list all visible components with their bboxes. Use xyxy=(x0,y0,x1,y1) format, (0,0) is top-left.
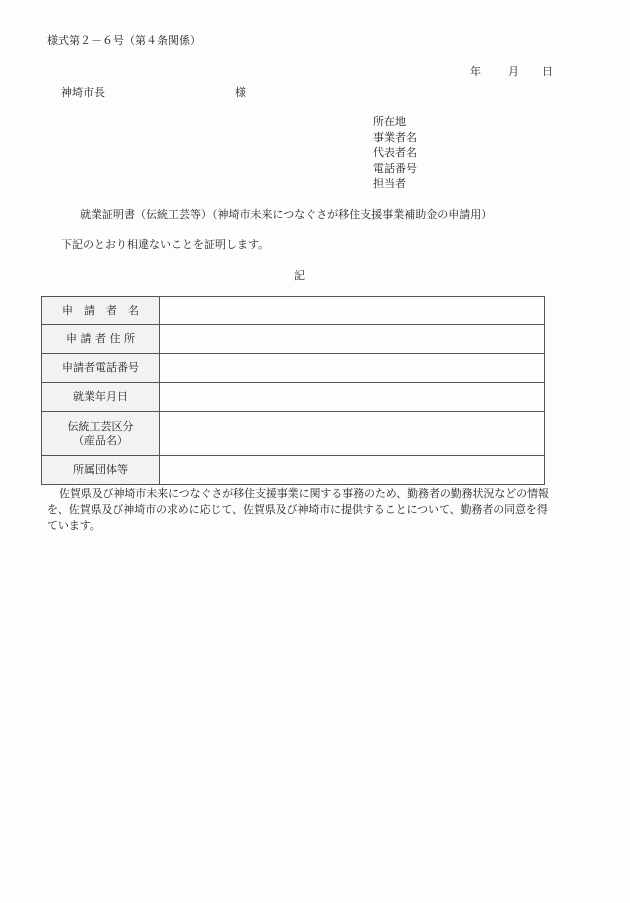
document-title: 就業証明書（伝統工芸等）（神埼市未来につなぐさが移住支援事業補助金の申請用） xyxy=(80,208,493,221)
applicant-phone-label: 申請者電話番号 xyxy=(42,354,160,383)
craft-category-field[interactable] xyxy=(160,412,545,456)
affiliation-label: 所属団体等 xyxy=(42,456,160,485)
date-day: 日 xyxy=(542,65,553,78)
employment-date-field[interactable] xyxy=(160,383,545,412)
date-month: 月 xyxy=(508,65,519,78)
sender-company-label: 事業者名 xyxy=(373,130,417,144)
table-row xyxy=(42,297,545,325)
applicant-address-label: 申 請 者 住 所 xyxy=(42,325,160,354)
craft-category-label-line1: 伝統工芸区分 xyxy=(67,419,134,433)
table-row xyxy=(42,456,545,485)
craft-category-label-line2: （産品名） xyxy=(73,433,128,447)
applicant-name-field[interactable] xyxy=(160,297,545,325)
applicant-name-label: 申 請 者 名 xyxy=(42,297,160,325)
craft-category-label xyxy=(42,412,160,456)
sender-block xyxy=(373,114,417,192)
applicant-phone-field[interactable] xyxy=(160,354,545,383)
table-row xyxy=(42,383,545,412)
table-row xyxy=(42,412,545,456)
ki-heading: 記 xyxy=(294,269,305,282)
date-line xyxy=(470,63,553,79)
applicant-address-field[interactable] xyxy=(160,325,545,354)
table-row xyxy=(42,325,545,354)
sender-contact-label: 担当者 xyxy=(373,177,406,190)
sender-address-label: 所在地 xyxy=(373,115,406,128)
addressee: 神埼市長 xyxy=(61,86,105,99)
info-table xyxy=(41,296,545,485)
consent-note: 佐賀県及び神埼市未来につなぐさが移住支援事業に関する事務のため、勤務者の勤務状況などの情報を、佐賀県及び神埼市の求めに応じて、佐賀県及び神埼市に提供することについて、勤務者の同意を得ています。 xyxy=(47,487,549,532)
sender-representative-label: 代表者名 xyxy=(373,146,417,159)
honorific: 様 xyxy=(235,86,246,99)
form-number: 様式第２－６号（第４条関係） xyxy=(47,34,201,47)
sender-phone-label: 電話番号 xyxy=(373,161,417,175)
affiliation-field[interactable] xyxy=(160,456,545,485)
table-row xyxy=(42,354,545,383)
certification-statement: 下記のとおり相違ないことを証明します。 xyxy=(61,238,270,251)
date-year: 年 xyxy=(470,65,481,78)
employment-date-label: 就業年月日 xyxy=(42,383,160,412)
